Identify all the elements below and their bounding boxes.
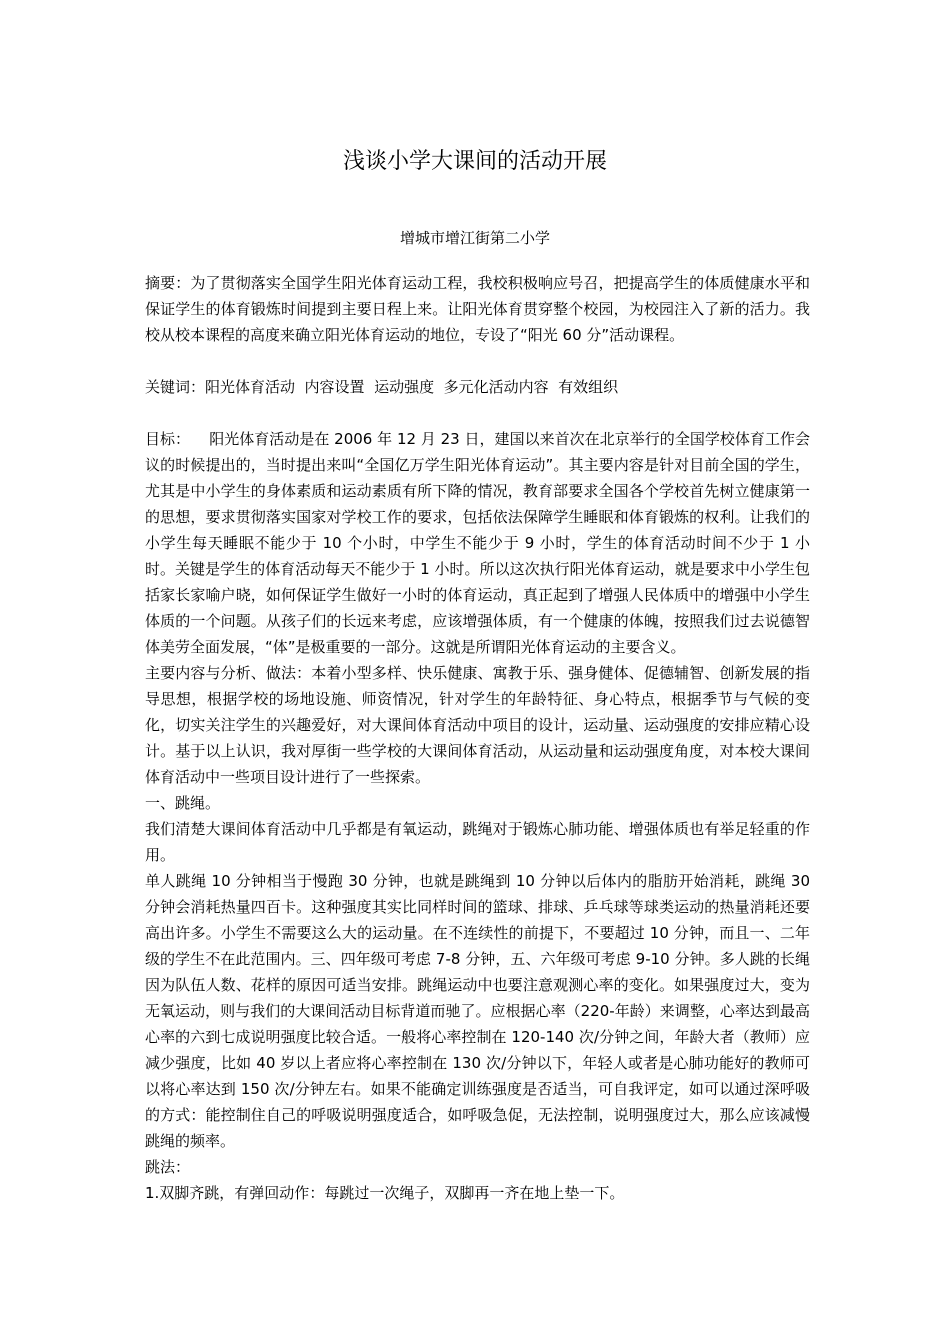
method-heading: 跳法： <box>145 1158 191 1176</box>
abstract-paragraph: 摘要：为了贯彻落实全国学生阳光体育运动工程，我校积极响应号召，把提高学生的体质健康水平和保证学生的体育锻炼时间提到主要日程上来。让阳光体育贯穿整个校园，为校园注入了新的活力。我校从校本课程的高度来确立阳光体育运动的地位，专设了“阳光 60 分”活动课程。 <box>145 274 810 344</box>
goal-paragraph: 目标： 阳光体育活动是在 2006 年 12 月 23 日，建国以来首次在北京举行的全国学校体育工作会议的时候提出的，当时提出来叫“全国亿万学生阳光体育运动”。其主要内容是针对目前全国的学生，尤其是中小学生的身体素质和运动素质有所下降的情况，教育部要求全国各个学校首先树立健康第一的思想，要求贯彻落实国家对学校工作的要求，包括依法保障学生睡眠和体育锻炼的权利。让我们的小学生每天睡眠不能少于 10 个小时，中学生不能少于 9 小时，学生的体育活动时间不少于 1 小时。关键是学生的体育活动每天不能少于 1 小时。所以这次执行阳光体育运动，就是要求中小学生包括家长家喻户晓，如何保证学生做好一小时的体育运动，真正起到了增强人民体质中的增强中小学生体质的一个问题。从孩子们的长远来考虑，应该增强体质，有一个健康的体魄，按照我们过去说德智体美劳全面发展，“体”是极重要的一部分。这就是所谓阳光体育运动的主要含义。 <box>145 430 810 656</box>
body-paragraph: 我们清楚大课间体育活动中几乎都是有氧运动，跳绳对于锻炼心肺功能、增强体质也有举足轻重的作用。 <box>145 820 810 864</box>
document-title: 浅谈小学大课间的活动开展 <box>342 149 607 174</box>
section-heading: 一、跳绳。 <box>145 794 221 812</box>
document-author: 增城市增江街第二小学 <box>399 229 550 247</box>
document-body <box>145 270 810 1206</box>
method-item: 1.双脚齐跳，有弹回动作：每跳过一次绳子，双脚再一齐在地上垫一下。 <box>145 1184 625 1202</box>
analysis-paragraph: 主要内容与分析、做法：本着小型多样、快乐健康、寓教于乐、强身健体、促德辅智、创新发展的指导思想，根据学校的场地设施、师资情况，针对学生的年龄特征、身心特点，根据季节与气候的变化，切实关注学生的兴趣爱好，对大课间体育活动中项目的设计，运动量、运动强度的安排应精心设计。基于以上认识，我对厚街一些学校的大课间体育活动，从运动量和运动强度角度，对本校大课间体育活动中一些项目设计进行了一些探索。 <box>145 664 810 786</box>
keywords-paragraph: 关键词：阳光体育活动 内容设置 运动强度 多元化活动内容 有效组织 <box>145 378 619 396</box>
body-paragraph: 单人跳绳 10 分钟相当于慢跑 30 分钟，也就是跳绳到 10 分钟以后体内的脂肪开始消耗，跳绳 30 分钟会消耗热量四百卡。这种强度其实比同样时间的篮球、排球、乒乓球等球类运动的热量消耗还要高出许多。小学生不需要这么大的运动量。在不连续性的前提下，不要超过 10 分钟，而且一、二年级的学生不在此范围内。三、四年级可考虑 7-8 分钟，五、六年级可考虑 9-10 分钟。多人跳的长绳因为队伍人数、花样的原因可适当安排。跳绳运动中也要注意观测心率的变化。如果强度过大，变为无氧运动，则与我们的大课间活动目标背道而驰了。应根据心率（220-年龄）来调整，心率达到最高心率的六到七成说明强度比较合适。一般将心率控制在 120-140 次/分钟之间，年龄大者（教师）应减少强度，比如 40 岁以上者应将心率控制在 130 次/分钟以下，年轻人或者是心肺功能好的教师可以将心率达到 150 次/分钟左右。如果不能确定训练强度是否适当，可自我评定，如可以通过深呼吸的方式：能控制住自己的呼吸说明强度适合，如呼吸急促，无法控制，说明强度过大，那么应该减慢跳绳的频率。 <box>145 872 810 1150</box>
